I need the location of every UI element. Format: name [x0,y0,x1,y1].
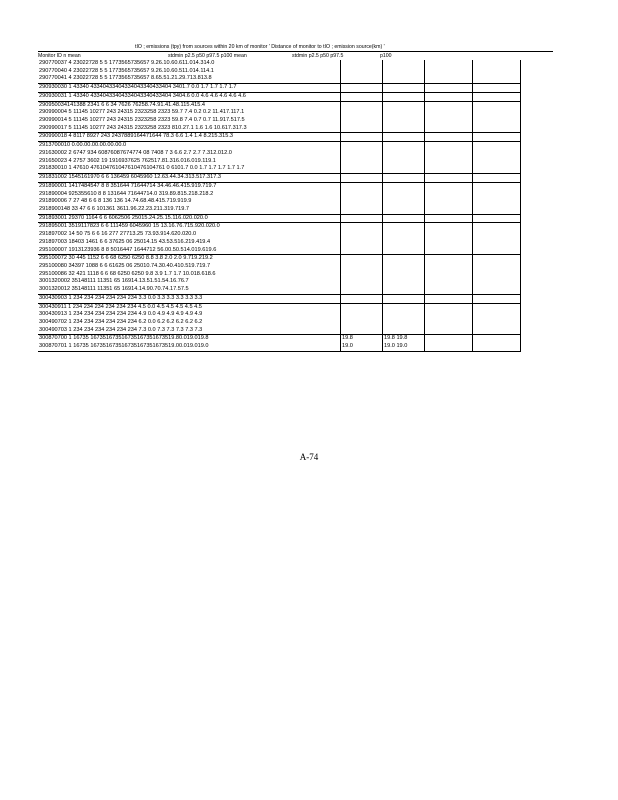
empty-cell [473,206,521,214]
empty-cell [383,150,425,158]
empty-cell [473,101,521,109]
empty-cell [425,117,473,125]
empty-cell [425,231,473,239]
empty-cell [341,223,383,231]
distance-cell: 19.0 [341,343,383,351]
empty-cell [425,278,473,286]
empty-cell [473,294,521,303]
table-row [38,335,521,343]
empty-cell [383,263,425,271]
table-row [38,60,521,68]
empty-cell [473,133,521,142]
empty-cell [383,158,425,166]
empty-cell [383,68,425,76]
table-row [38,239,521,247]
table-row [38,174,521,183]
empty-cell [341,198,383,206]
empty-cell [383,165,425,173]
empty-cell [383,198,425,206]
empty-cell [383,278,425,286]
empty-cell [473,319,521,327]
row-values: 290930030 1 43340 43340433404334043340433404 3401.7 0.0 1.7 1.7 1.7 1.7 [38,84,341,93]
empty-cell [473,174,521,183]
table-row [38,101,521,109]
empty-cell [341,60,383,68]
table-row [38,92,521,101]
empty-cell [425,125,473,133]
empty-cell [341,182,383,190]
empty-cell [425,255,473,263]
empty-cell [425,133,473,142]
empty-cell [341,278,383,286]
row-values: 290930031 1 43340 43340433404334043340433404 3404.6 0.0 4.6 4.6 4.6 4.6 4.6 [38,92,341,101]
table-row [38,286,521,294]
empty-cell [425,311,473,319]
empty-cell [473,84,521,93]
row-values: 291830010 1 47610 476104761047610476104761 0 6101.7 0.0 1.7 1.7 1.7 1.7 1.7 [39,165,245,172]
row-values: 300490703 1 234 234 234 234 234 234 7.3 0.0 7.3 7.3 7.3 7.3 7.3 [39,326,203,333]
row-values: 300430911 1 234 234 234 234 234 234 4.5 0.0 4.5 4.5 4.5 4.5 4.5 [38,303,341,311]
empty-cell [383,84,425,93]
empty-cell [425,158,473,166]
empty-cell [383,60,425,68]
empty-cell [425,294,473,303]
empty-cell [383,223,425,231]
empty-cell [341,255,383,263]
empty-cell [341,68,383,76]
empty-cell [425,84,473,93]
distance-cell: 19.8 19.8 [383,335,425,343]
empty-cell [425,165,473,173]
empty-cell [473,142,521,150]
row-values: 300870701 1 16735 167351673516735167351673519.00.019.019.0 [38,343,341,351]
table-row [38,255,521,263]
table-header-mid: stdmin p2.5 p50 p97.5 p100 mean [168,53,247,59]
empty-cell [383,214,425,223]
table-row [38,158,521,166]
empty-cell [425,303,473,311]
table-row [38,133,521,142]
row-values: 2918900148 33 47 6 6 101361 3611.96.22.23.211.319.719.7 [39,205,190,212]
table-row [38,206,521,214]
empty-cell [473,255,521,263]
empty-cell [425,223,473,231]
empty-cell [425,319,473,327]
empty-cell [383,303,425,311]
empty-cell [383,125,425,133]
empty-cell [425,206,473,214]
row-values: 300490702 1 234 234 234 234 234 234 6.2 0.0 6.2 6.2 6.2 6.2 6.2 [39,319,203,325]
row-values: 295100007 1913123936 8 8 5016447 1644712 56.00.50.514.019.619.6 [39,246,217,253]
empty-cell [341,101,383,109]
empty-cell [341,303,383,311]
row-values: 3001320002 35148111 11351 65 16914.13.51.51.54.16.76.7 [39,278,189,285]
table-row [38,223,521,231]
empty-cell [473,239,521,247]
empty-cell [341,247,383,255]
empty-cell [383,271,425,279]
table-row [38,142,521,150]
table-row [38,271,521,279]
empty-cell [341,239,383,247]
empty-cell [341,191,383,199]
table-row [38,303,521,311]
empty-cell [383,247,425,255]
row-values: 300430913 1 234 234 234 234 234 234 4.9 0.0 4.9 4.9 4.9 4.9 4.9 [39,311,203,318]
row-values: 295100086 32 421 1118 6 6 68 6250 6250 9.8 3.9 1.7 1.7 10.018.618.6 [39,270,216,277]
page-number: A-74 [299,452,319,462]
row-values: 291630002 2 6747 934 60876087674774 08 7408 7 3 6.6 2.7 2.7 7.312.012.0 [39,149,232,156]
empty-cell [473,263,521,271]
empty-cell [473,68,521,76]
empty-cell [341,286,383,294]
empty-cell [341,231,383,239]
table-row [38,263,521,271]
table-row [38,214,521,223]
empty-cell [383,142,425,150]
empty-cell [473,198,521,206]
row-values: 295100080 34397 1088 6 6 61625 06 25010.74.30.40.410.519.719.7 [39,262,211,269]
row-values: 290990014 5 11145 10277 243 24315 2323258 2323 59.8 7.4 0.7 0.7 11.917.517.5 [39,117,245,124]
empty-cell [425,68,473,76]
empty-cell [383,327,425,335]
table-row [38,327,521,335]
table-row [38,311,521,319]
empty-cell [473,60,521,68]
table-row [38,247,521,255]
empty-cell [425,263,473,271]
empty-cell [473,75,521,83]
table-row [38,294,521,303]
empty-cell [473,278,521,286]
empty-cell [473,286,521,294]
empty-cell [341,109,383,117]
table-row [38,231,521,239]
row-values: 291897002 14 50 75 6 6 16 277 27713.25 73.93.914.620.020.0 [39,231,197,238]
empty-cell [473,303,521,311]
empty-cell [383,117,425,125]
empty-cell [473,335,521,343]
empty-cell [383,294,425,303]
empty-cell [425,75,473,83]
table-row [38,165,521,173]
empty-cell [425,286,473,294]
row-values: 290770040 4 23022728 5 5 1773565735657 9.26.10.60.511.014.114.1 [39,67,214,74]
empty-cell [425,101,473,109]
empty-cell [425,150,473,158]
table-row [38,150,521,158]
distance-cell: 19.8 [341,335,383,343]
empty-cell [473,271,521,279]
empty-cell [383,286,425,294]
row-values: 291890001 1417484547 8 8 351644 71644714 34.46.46.415.919.719.7 [38,182,341,190]
empty-cell [383,101,425,109]
empty-cell [425,335,473,343]
row-values: 291650023 4 2757 3602 19 1916937625 762517.81.316.016.019.119.1 [39,157,216,164]
empty-cell [473,125,521,133]
row-values: 291831002 1545161970 6 6 136459 6045960 12.63.44.34.313.517.317.3 [38,174,341,183]
empty-cell [341,150,383,158]
table-header-right: stdmin p2.5 p50 p97.5 [292,53,344,59]
row-values: 291890004 925355610 8 8 131644 71644714.0 319.89.815.218.218.2 [39,190,214,197]
empty-cell [473,92,521,101]
row-values: 290770041 4 23022728 5 5 1773565735657 8.65.51.21.29.713.813.8 [39,75,212,82]
empty-cell [383,133,425,142]
empty-cell [383,255,425,263]
empty-cell [383,311,425,319]
row-values: 295100072 30 445 1152 6 6 68 6250 6250 8.8 3.8 2.0 2.0 9.719.219.2 [38,255,341,263]
empty-cell [383,191,425,199]
table-row [38,109,521,117]
empty-cell [473,247,521,255]
empty-cell [425,191,473,199]
empty-cell [341,174,383,183]
empty-cell [425,142,473,150]
table-header-line-1: tIO ; emissions (tpy) from sources within 20 km of monitor ' Distance of monitor to tIO ; emission source(km) ' [135,44,385,50]
empty-cell [341,165,383,173]
empty-cell [341,294,383,303]
distance-cell: 19.0 19.0 [383,343,425,351]
empty-cell [383,109,425,117]
empty-cell [341,311,383,319]
empty-cell [383,75,425,83]
empty-cell [425,60,473,68]
empty-cell [473,223,521,231]
empty-cell [383,174,425,183]
empty-cell [341,117,383,125]
empty-cell [425,182,473,190]
table-row [38,68,521,76]
row-values: 291897003 18403 1461 6 6 37625 06 25014.15 43.53.516.219.419.4 [39,238,211,245]
empty-cell [341,214,383,223]
empty-cell [425,214,473,223]
table-header-left: Monitor ID n mean [38,53,81,59]
table-body [38,60,521,351]
empty-cell [473,182,521,190]
table-row [38,125,521,133]
row-values: 291895001 3519117823 6 6 111459 6045960 15 13.16.76.715.920.020.0 [38,223,341,231]
empty-cell [341,75,383,83]
table-row [38,278,521,286]
empty-cell [383,182,425,190]
row-values: 291890006 7 27 48 6 6 8 136 136 14.74.68.48.415.719.919.9 [39,198,192,205]
emissions-table [38,60,521,352]
empty-cell [473,158,521,166]
empty-cell [341,84,383,93]
empty-cell [341,263,383,271]
row-values: 300430903 1 234 234 234 234 234 234 3.3 0.0 3.3 3.3 3.3 3.3 3.3 [38,294,341,303]
row-values: 290770037 4 23022728 5 5 1773565735657 9.26.10.60.611.014.314.0 [39,60,215,66]
table-row [38,343,521,351]
table-row [38,319,521,327]
empty-cell [341,158,383,166]
row-values: 290990017 5 11145 10277 243 24315 2323258 2323 810.27.1 1.6 1.6 10.617.317.3 [39,124,247,131]
row-values: 291893001 29370 1164 6 6 6062506 25015.24.25.15.116.020.020.0 [38,214,341,223]
table-header-far: p100 [380,53,392,59]
empty-cell [473,165,521,173]
empty-cell [473,109,521,117]
empty-cell [425,109,473,117]
empty-cell [341,142,383,150]
row-values: 290990018 4 8117 8927 243 2437889164471644 78.3 6.6 1.4 1.4 8.215.315.3 [38,133,341,142]
table-row [38,75,521,83]
row-values: 290990004 5 11145 10277 243 24315 2323258 2323 59.7 7.4 0.2 0.2 11.417.117.1 [39,109,245,116]
empty-cell [383,206,425,214]
empty-cell [341,133,383,142]
empty-cell [383,319,425,327]
empty-cell [383,231,425,239]
empty-cell [383,239,425,247]
empty-cell [341,206,383,214]
table-row [38,198,521,206]
row-values: 290950034141388 2341 6 6 34 7626 76258.74.91.41.48.115.415.4 [38,101,341,109]
empty-cell [383,92,425,101]
table-top-rule [38,51,553,52]
empty-cell [425,198,473,206]
empty-cell [473,343,521,351]
table-row [38,182,521,190]
empty-cell [473,231,521,239]
empty-cell [473,150,521,158]
empty-cell [341,125,383,133]
row-values: 3001320012 35148111 11351 65 16914.14.90.70.74.17.57.5 [39,286,189,293]
empty-cell [425,343,473,351]
empty-cell [425,271,473,279]
table-row [38,84,521,93]
table-row [38,191,521,199]
empty-cell [473,214,521,223]
table-row [38,117,521,125]
empty-cell [473,117,521,125]
empty-cell [341,327,383,335]
row-values: 2913700010 0.00.00.00.00.00.00.0 [38,142,341,150]
empty-cell [425,247,473,255]
empty-cell [341,92,383,101]
empty-cell [473,191,521,199]
empty-cell [473,311,521,319]
empty-cell [425,174,473,183]
empty-cell [473,327,521,335]
empty-cell [425,92,473,101]
empty-cell [425,239,473,247]
row-values: 300870700 1 16735 167351673516735167351673519.80.019.019.8 [38,335,341,343]
empty-cell [341,319,383,327]
empty-cell [425,327,473,335]
empty-cell [341,271,383,279]
